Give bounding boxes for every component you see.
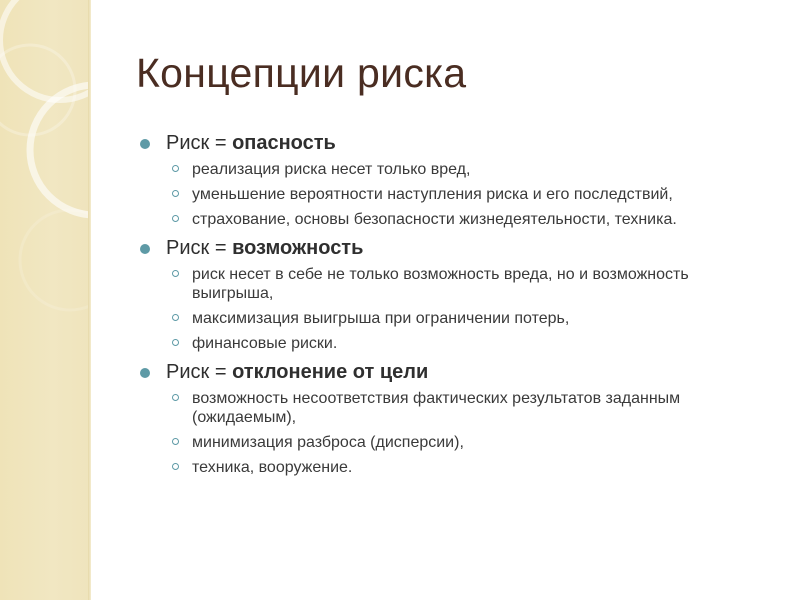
sub-list [140,160,740,229]
list-item: возможность несоответствия фактических результатов заданным (ожидаемым), [140,389,740,427]
slide-content [140,130,740,483]
section-label: Риск = [166,361,233,383]
section-label: Риск = [166,132,233,154]
sub-bullet-icon [172,190,179,197]
decorative-side-band [0,0,88,600]
list-item: страхование, основы безопасности жизнедеятельности, техника. [140,210,740,229]
section-emphasis: возможность [232,237,364,259]
slide-title: Концепции риска [136,50,467,96]
list-item: техника, вооружение. [140,458,740,477]
section-deviation [140,359,740,477]
sub-bullet-icon [172,394,179,401]
sub-list [140,389,740,477]
sub-list [140,265,740,353]
list-item: финансовые риски. [140,334,740,353]
section-heading [140,359,740,385]
list-item: минимизация разброса (дисперсии), [140,433,740,452]
bullet-icon [140,139,150,149]
decorative-circles [0,0,88,600]
list-item: риск несет в себе не только возможность вреда, но и возможность выигрыша, [140,265,740,303]
bullet-icon [140,244,150,254]
sub-bullet-icon [172,215,179,222]
list-item: уменьшение вероятности наступления риска и его последствий, [140,185,740,204]
sub-bullet-icon [172,438,179,445]
section-emphasis: опасность [232,132,336,154]
sub-bullet-icon [172,165,179,172]
sub-bullet-icon [172,314,179,321]
sub-bullet-icon [172,463,179,470]
list-item: реализация риска несет только вред, [140,160,740,179]
section-heading [140,235,740,261]
section-heading [140,130,740,156]
section-opportunity [140,235,740,353]
sub-bullet-icon [172,270,179,277]
section-danger [140,130,740,229]
section-emphasis: отклонение от цели [232,361,429,383]
section-label: Риск = [166,237,233,259]
sub-bullet-icon [172,339,179,346]
bullet-icon [140,368,150,378]
list-item: максимизация выигрыша при ограничении потерь, [140,309,740,328]
band-divider [88,0,91,600]
